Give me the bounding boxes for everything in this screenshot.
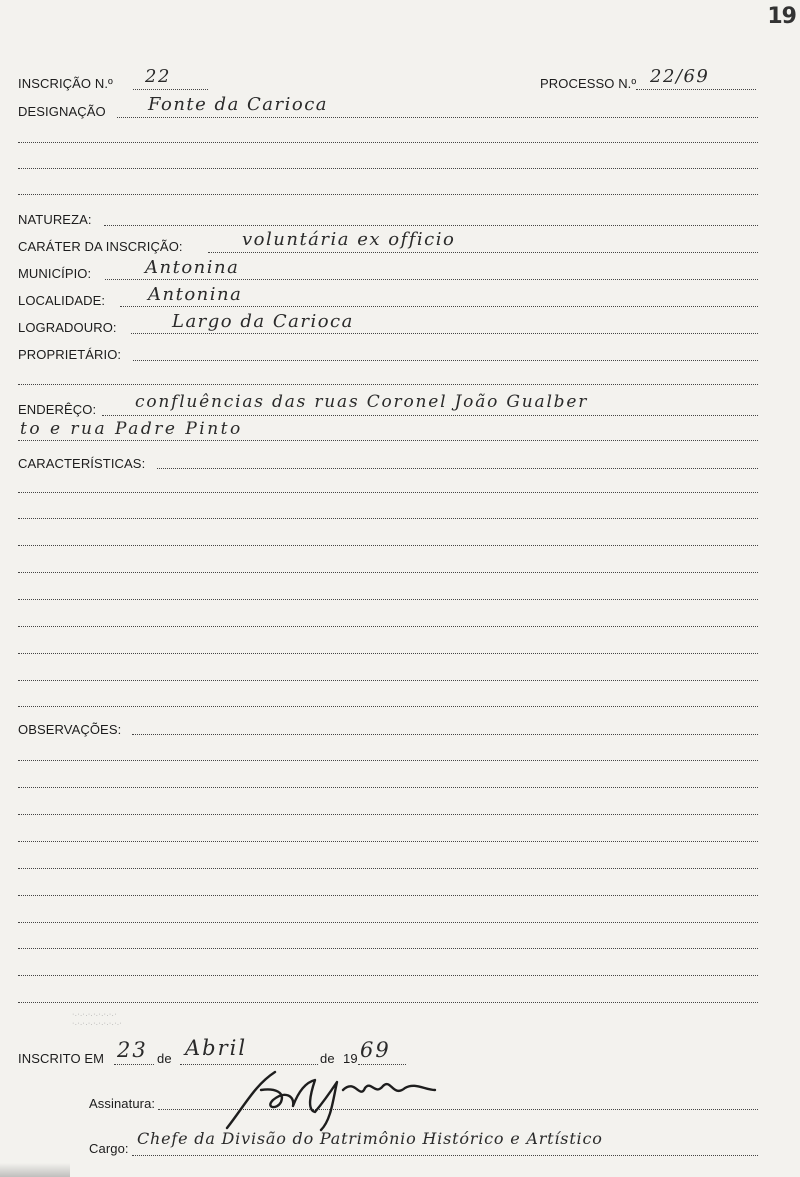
designacao-line-4 [18, 194, 758, 195]
processo-value[interactable]: 22/69 [650, 66, 710, 87]
proprietario-label: PROPRIETÁRIO: [18, 347, 122, 362]
observacoes-line-7 [18, 895, 758, 896]
municipio-label: MUNICÍPIO: [18, 266, 92, 281]
caracteristicas-label: CARACTERÍSTICAS: [18, 456, 146, 471]
logradouro-line [131, 333, 758, 334]
observacoes-line-9 [18, 948, 758, 949]
cargo-label: Cargo: [89, 1141, 129, 1156]
paper-edge-shadow [0, 1163, 70, 1177]
cargo-line [132, 1155, 758, 1156]
carater-label: CARÁTER DA INSCRIÇÃO: [18, 239, 183, 254]
caracteristicas-line-6 [18, 599, 758, 600]
faint-stamp: ·.·.·.·.·.·.·.·.· ·.·.·.·.·.·.·.·.·.· [72, 1011, 123, 1027]
proprietario-line-2 [18, 384, 758, 385]
localidade-label: LOCALIDADE: [18, 293, 106, 308]
logradouro-label: LOGRADOURO: [18, 320, 117, 335]
designacao-line-2 [18, 142, 758, 143]
caracteristicas-line-8 [18, 653, 758, 654]
inscrito-day[interactable]: 23 [117, 1038, 148, 1062]
localidade-line [120, 306, 758, 307]
natureza-line [104, 225, 758, 226]
municipio-value[interactable]: Antonina [145, 257, 240, 278]
carater-value[interactable]: voluntária ex officio [242, 229, 456, 250]
cargo-value[interactable]: Chefe da Divisão do Patrimônio Histórico e Artístico [137, 1129, 603, 1148]
logradouro-value[interactable]: Largo da Carioca [172, 311, 354, 332]
carater-line [208, 252, 758, 253]
designacao-line [117, 117, 758, 118]
inscrito-de-1: de [157, 1051, 172, 1066]
caracteristicas-line [157, 468, 758, 469]
inscricao-line [133, 89, 208, 90]
inscrito-label: INSCRITO EM [18, 1051, 105, 1066]
processo-line [636, 89, 756, 90]
observacoes-line-10 [18, 975, 758, 976]
inscrito-year-suffix[interactable]: 69 [360, 1038, 391, 1062]
observacoes-line-2 [18, 760, 758, 761]
observacoes-label: OBSERVAÇÕES: [18, 722, 122, 737]
endereco-line-2 [18, 440, 758, 441]
caracteristicas-line-10 [18, 706, 758, 707]
municipio-line [105, 279, 758, 280]
endereco-label: ENDERÊÇO: [18, 402, 97, 417]
caracteristicas-line-7 [18, 626, 758, 627]
processo-label: PROCESSO N.º [540, 76, 637, 91]
endereco-value-line1[interactable]: confluências das ruas Coronel João Gualber [135, 392, 589, 412]
page-number: 19 [767, 4, 796, 29]
observacoes-line-5 [18, 841, 758, 842]
endereco-line [102, 415, 758, 416]
inscricao-value[interactable]: 22 [145, 66, 171, 87]
inscrito-day-line [114, 1064, 154, 1065]
observacoes-line-4 [18, 814, 758, 815]
observacoes-line-11 [18, 1002, 758, 1003]
localidade-value[interactable]: Antonina [148, 284, 243, 305]
caracteristicas-line-5 [18, 572, 758, 573]
observacoes-line [132, 734, 758, 735]
observacoes-line-3 [18, 787, 758, 788]
observacoes-line-8 [18, 922, 758, 923]
inscrito-month[interactable]: Abril [185, 1036, 248, 1060]
designacao-label: DESIGNAÇÃO [18, 104, 106, 119]
inscrito-de-2: de [320, 1051, 335, 1066]
caracteristicas-line-2 [18, 492, 758, 493]
signature [215, 1060, 445, 1140]
caracteristicas-line-9 [18, 680, 758, 681]
designacao-line-3 [18, 168, 758, 169]
caracteristicas-line-4 [18, 545, 758, 546]
inscricao-label: INSCRIÇÃO N.º [18, 76, 113, 91]
proprietario-line [133, 360, 758, 361]
caracteristicas-line-3 [18, 518, 758, 519]
inscrito-year-prefix: 19 [343, 1051, 358, 1066]
endereco-value-line2[interactable]: to e rua Padre Pinto [20, 419, 243, 439]
natureza-label: NATUREZA: [18, 212, 92, 227]
designacao-value[interactable]: Fonte da Carioca [148, 94, 329, 115]
assinatura-label: Assinatura: [89, 1096, 156, 1111]
observacoes-line-6 [18, 868, 758, 869]
